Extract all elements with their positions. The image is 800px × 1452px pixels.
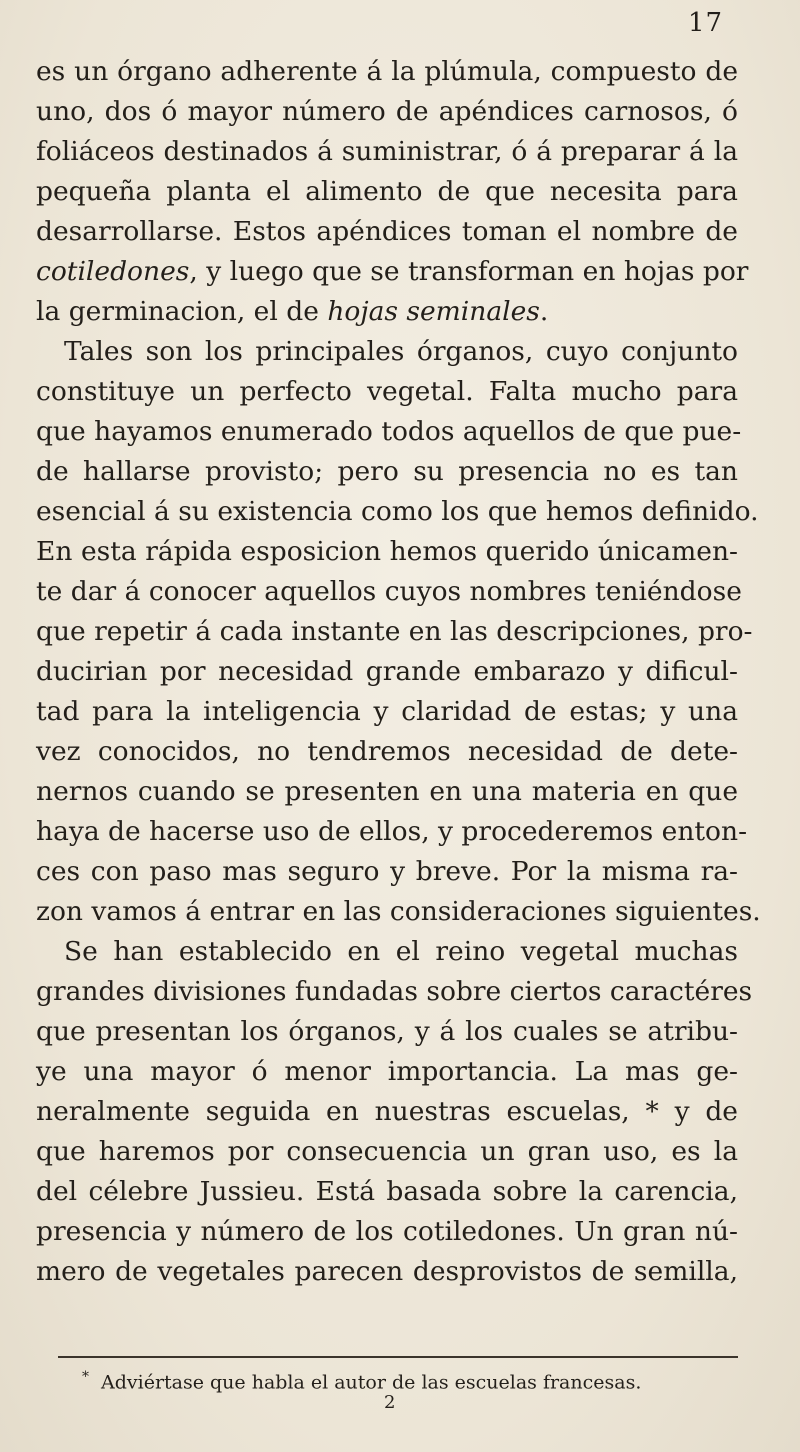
- text-run: grandes divisiones fundadas sobre ciertos caractéres: [36, 976, 753, 1007]
- text-line: [36, 492, 759, 532]
- text-line: [36, 932, 738, 972]
- text-line: [36, 52, 738, 92]
- text-run: mero de vegetales parecen desprovistos de semilla,: [36, 1256, 738, 1287]
- italic-term: cotiledones: [36, 256, 190, 287]
- text-run: del célebre Jussieu. Está basada sobre la carencia,: [36, 1176, 738, 1207]
- text-run: de hallarse provisto; pero su presencia no es tan: [36, 456, 738, 487]
- text-line: [36, 452, 738, 492]
- footnote-text: Adviértase que habla el autor de las escuelas francesas.: [101, 1371, 642, 1394]
- text-run: nernos cuando se presenten en una materia en que: [36, 776, 738, 807]
- text-run: zon vamos á entrar en las consideraciones siguientes.: [36, 896, 761, 927]
- text-line: [36, 1052, 738, 1092]
- text-run: Se han establecido en el reino vegetal muchas: [64, 936, 738, 967]
- text-line: [36, 772, 738, 812]
- text-line: [36, 332, 738, 372]
- text-line: [36, 572, 742, 612]
- text-line: [36, 732, 738, 772]
- text-run: ces con paso mas seguro y breve. Por la misma ra-: [36, 856, 738, 887]
- text-run: esencial á su existencia como los que hemos definido.: [36, 496, 759, 527]
- text-run: constituye un perfecto vegetal. Falta mucho para: [36, 376, 738, 407]
- text-line: [36, 1132, 738, 1172]
- text-line: [36, 132, 738, 172]
- text-run: que hayamos enumerado todos aquellos de que pue-: [36, 416, 742, 447]
- text-line: [36, 1172, 738, 1212]
- text-line: [36, 252, 749, 292]
- text-line: [36, 212, 738, 252]
- text-line: [36, 812, 748, 852]
- body-text: [36, 52, 761, 1292]
- footnote-mark: *: [82, 1369, 89, 1385]
- text-run: En esta rápida esposicion hemos querido únicamen-: [36, 536, 738, 567]
- page-number: 17: [688, 8, 724, 38]
- text-line: [36, 1092, 738, 1132]
- text-run: Tales son los principales órganos, cuyo conjunto: [64, 336, 738, 367]
- text-line: [36, 892, 761, 932]
- text-run: te dar á conocer aquellos cuyos nombres teniéndose: [36, 576, 742, 607]
- text-line: [36, 852, 738, 892]
- text-line: [36, 1212, 738, 1252]
- footnote-rule: [58, 1356, 738, 1358]
- text-run: , y luego que se transforman en hojas por: [189, 256, 749, 287]
- text-run: foliáceos destinados á suministrar, ó á preparar á la: [36, 136, 738, 167]
- text-line: [36, 612, 753, 652]
- text-run: presencia y número de los cotiledones. Un gran nú-: [36, 1216, 738, 1247]
- text-line: [36, 92, 738, 132]
- footnote: [82, 1362, 641, 1397]
- text-run: ye una mayor ó menor importancia. La mas ge-: [36, 1056, 738, 1087]
- text-run: que presentan los órganos, y á los cuales se atribu-: [36, 1016, 738, 1047]
- text-run: haya de hacerse uso de ellos, y procederemos enton-: [36, 816, 748, 847]
- text-run: uno, dos ó mayor número de apéndices carnosos, ó: [36, 96, 738, 127]
- text-line: [36, 692, 738, 732]
- text-line: [36, 1012, 738, 1052]
- text-line: [36, 412, 742, 452]
- text-run: tad para la inteligencia y claridad de estas; y una: [36, 696, 738, 727]
- text-line: [36, 652, 738, 692]
- text-run: la germinacion, el de: [36, 296, 328, 327]
- text-run: que repetir á cada instante en las descripciones, pro-: [36, 616, 753, 647]
- text-line: [36, 292, 738, 332]
- text-run: .: [539, 296, 549, 327]
- text-line: [36, 172, 738, 212]
- text-run: desarrollarse. Estos apéndices toman el nombre de: [36, 216, 738, 247]
- text-line: [36, 372, 738, 412]
- text-run: vez conocidos, no tendremos necesidad de dete-: [36, 736, 738, 767]
- signature-mark: 2: [384, 1392, 396, 1413]
- text-line: [36, 532, 738, 572]
- text-run: ducirian por necesidad grande embarazo y dificul-: [36, 656, 738, 687]
- text-run: es un órgano adherente á la plúmula, compuesto de: [36, 56, 738, 87]
- text-line: [36, 1252, 738, 1292]
- text-run: neralmente seguida en nuestras escuelas, * y de: [36, 1096, 738, 1127]
- italic-term: hojas seminales: [327, 296, 540, 327]
- text-run: que haremos por consecuencia un gran uso, es la: [36, 1136, 738, 1167]
- text-run: pequeña planta el alimento de que necesita para: [36, 176, 738, 207]
- text-line: [36, 972, 753, 1012]
